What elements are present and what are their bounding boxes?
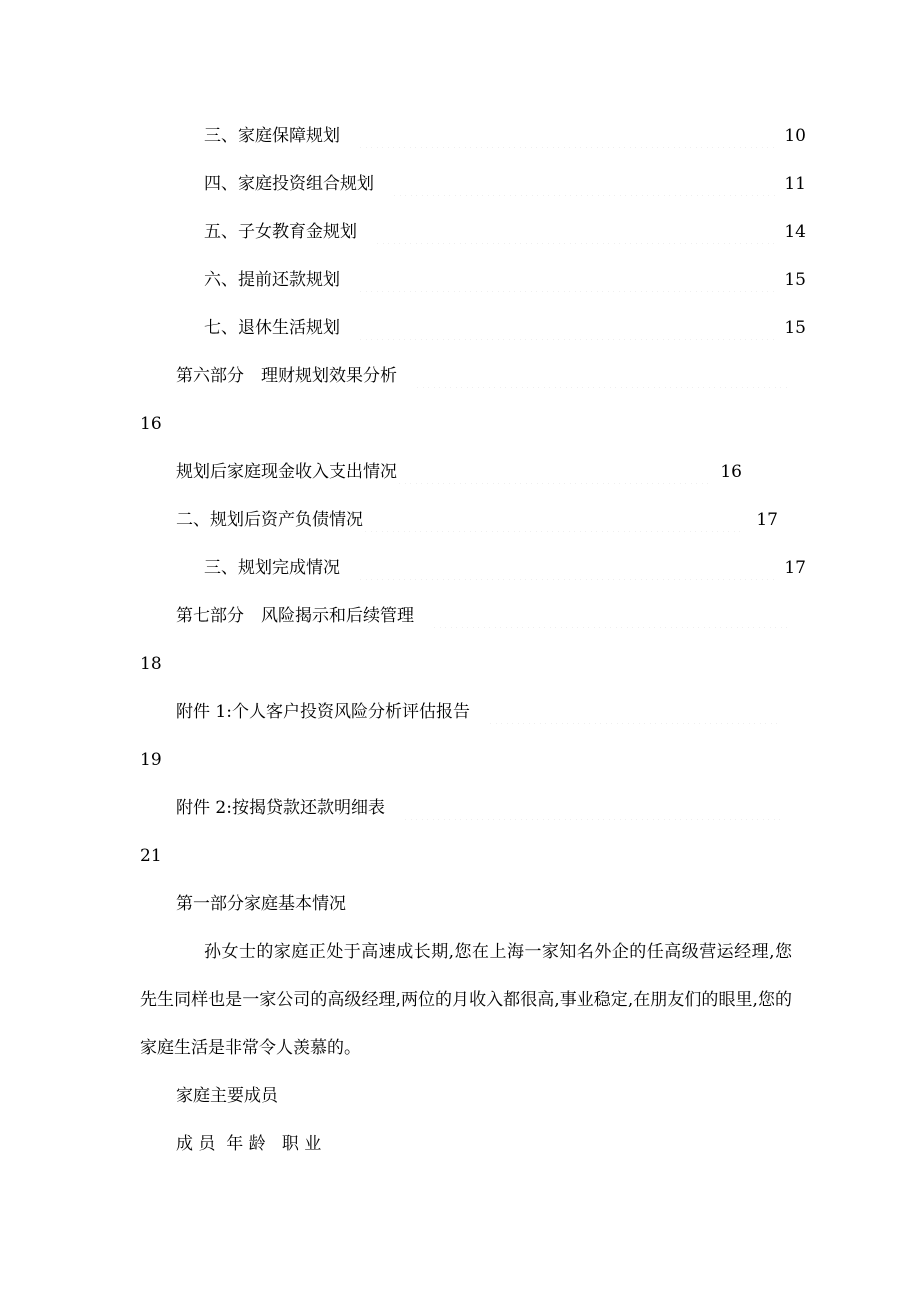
toc-entry-early-repayment[interactable]: [204, 268, 806, 292]
toc-entry-balance-sheet-after[interactable]: [176, 508, 778, 532]
toc-entry-label: 四、家庭投资组合规划: [204, 174, 374, 194]
toc-entry-label: 三、家庭保障规划: [204, 126, 340, 146]
toc-entry-label: 六、提前还款规划: [204, 270, 340, 290]
toc-entry-page: 17: [756, 510, 778, 530]
toc-dot-leader: [397, 460, 708, 484]
members-heading: 家庭主要成员: [176, 1086, 278, 1106]
toc-entry-cashflow-after[interactable]: [176, 460, 742, 484]
toc-entry-label: 规划后家庭现金收入支出情况: [176, 462, 397, 482]
toc-dot-leader: [403, 796, 780, 820]
toc-entry-label: 第七部分 风险揭示和后续管理: [176, 606, 414, 626]
toc-entry-page: 10: [784, 126, 806, 146]
toc-entry-label: 第六部分 理财规划效果分析: [176, 366, 397, 386]
toc-dot-leader: [358, 268, 778, 292]
toc-dot-leader: [488, 700, 780, 724]
toc-entry-label: 三、规划完成情况: [204, 558, 340, 578]
toc-entry-completion[interactable]: [204, 556, 806, 580]
toc-dot-leader: [375, 220, 778, 244]
toc-dot-leader: [363, 508, 744, 532]
toc-entry-page: 16: [140, 414, 162, 434]
toc-dot-leader: [358, 556, 778, 580]
intro-paragraph: 孙女士的家庭正处于高速成长期,您在上海一家知名外企的任高级营运经理,您先生同样也是一家公司的高级经理,两位的月收入都很高,事业稳定,在朋友们的眼里,您的家庭生活是非常令人羡慕的。: [140, 942, 792, 1058]
toc-entry-education-fund[interactable]: [204, 220, 806, 244]
toc-entry-label: 七、退休生活规划: [204, 318, 340, 338]
toc-entry-attachment-2[interactable]: [176, 796, 780, 820]
toc-entry-page: 21: [140, 846, 162, 866]
toc-entry-family-protection[interactable]: [204, 124, 806, 148]
toc-entry-page: 18: [140, 654, 162, 674]
toc-entry-page: 11: [784, 174, 806, 194]
toc-entry-page: 15: [784, 318, 806, 338]
toc-entry-part-seven[interactable]: [176, 604, 788, 628]
members-table-header: 成 员 年 龄 职 业: [176, 1134, 322, 1154]
section-title: 第一部分家庭基本情况: [176, 894, 346, 914]
toc-entry-attachment-1[interactable]: [176, 700, 780, 724]
toc-entry-page: 16: [720, 462, 742, 482]
toc-dot-leader: [358, 124, 778, 148]
toc-entry-page: 14: [784, 222, 806, 242]
toc-entry-investment-portfolio[interactable]: [204, 172, 806, 196]
toc-dot-leader: [415, 364, 788, 388]
toc-entry-label: 五、子女教育金规划: [204, 222, 357, 242]
toc-entry-page: 17: [784, 558, 806, 578]
toc-entry-page: 19: [140, 750, 162, 770]
toc-dot-leader: [358, 316, 778, 340]
toc-dot-leader: [432, 604, 788, 628]
toc-entry-page: 15: [784, 270, 806, 290]
toc-entry-retirement[interactable]: [204, 316, 806, 340]
toc-entry-label: 附件 1:个人客户投资风险分析评估报告: [176, 702, 470, 722]
toc-entry-part-six[interactable]: [176, 364, 788, 388]
toc-entry-label: 附件 2:按揭贷款还款明细表: [176, 798, 385, 818]
toc-dot-leader: [392, 172, 778, 196]
toc-entry-label: 二、规划后资产负债情况: [176, 510, 363, 530]
